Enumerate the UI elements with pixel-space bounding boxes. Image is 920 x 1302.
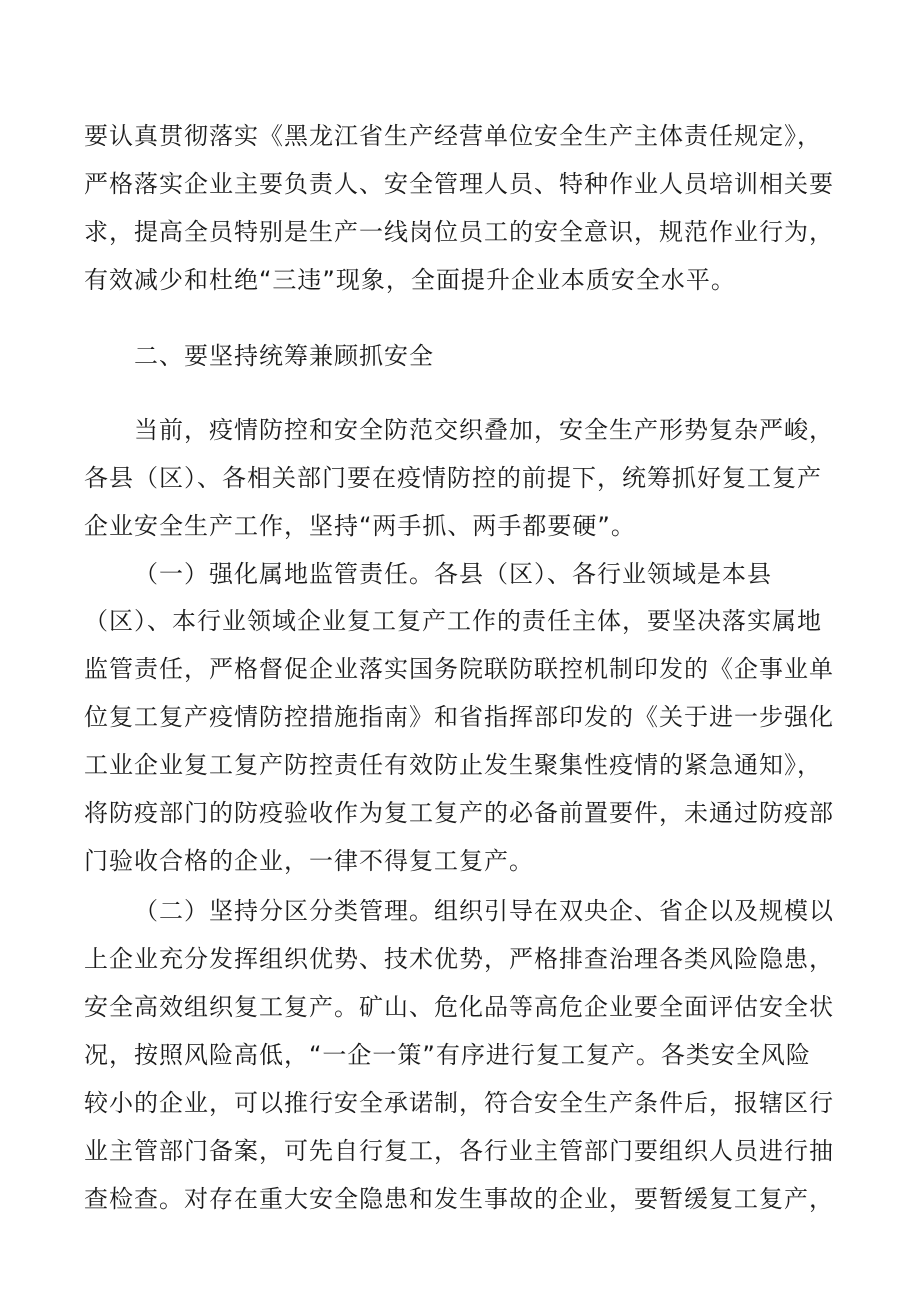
text-line: 业主管部门备案，可先自行复工，各行业主管部门要组织人员进行抽 [84,1137,834,1165]
text-line: 上企业充分发挥组织优势、技术优势，严格排查治理各类风险隐患， [84,945,834,973]
text-line: 工业企业复工复产防控责任有效防止发生聚集性疫情的紧急通知》， [84,751,822,779]
text-line: 较小的企业，可以推行安全承诺制，符合安全生产条件后，报辖区行 [84,1089,834,1117]
text-line: （一）强化属地监管责任。各县（区）、各行业领域是本县 [134,560,772,588]
text-line: 各县（区）、各相关部门要在疫情防控的前提下，统筹抓好复工复产 [84,464,822,492]
text-line: 况，按照风险高低，“一企一策”有序进行复工复产。各类安全风险 [84,1041,811,1069]
text-line: 严格落实企业主要负责人、安全管理人员、特种作业人员培训相关要 [84,170,834,198]
text-line: 门验收合格的企业，一律不得复工复产。 [84,847,534,875]
text-line: 位复工复产疫情防控措施指南》和省指挥部印发的《关于进一步强化 [84,703,834,731]
text-line: 有效减少和杜绝“三违”现象，全面提升企业本质安全水平。 [84,266,736,294]
text-line: 查检查。对存在重大安全隐患和发生事故的企业，要暂缓复工复产， [84,1185,834,1213]
text-line: 企业安全生产工作，坚持“两手抓、两手都要硬”。 [84,512,636,540]
text-line: 当前，疫情防控和安全防范交织叠加，安全生产形势复杂严峻， [134,416,834,444]
text-line: （二）坚持分区分类管理。组织引导在双央企、省企以及规模以 [134,897,834,925]
text-line: 将防疫部门的防疫验收作为复工复产的必备前置要件，未通过防疫部 [84,799,834,827]
text-line: 求，提高全员特别是生产一线岗位员工的安全意识，规范作业行为， [84,218,834,246]
text-line: （区）、本行业领域企业复工复产工作的责任主体，要坚决落实属地 [84,607,822,635]
text-line: 安全高效组织复工复产。矿山、危化品等高危企业要全面评估安全状 [84,993,834,1021]
text-line: 要认真贯彻落实《黑龙江省生产经营单位安全生产主体责任规定》， [84,122,822,150]
text-line: 监管责任，严格督促企业落实国务院联防联控机制印发的《企事业单 [84,655,834,683]
section-heading: 二、要坚持统筹兼顾抓安全 [134,342,434,370]
